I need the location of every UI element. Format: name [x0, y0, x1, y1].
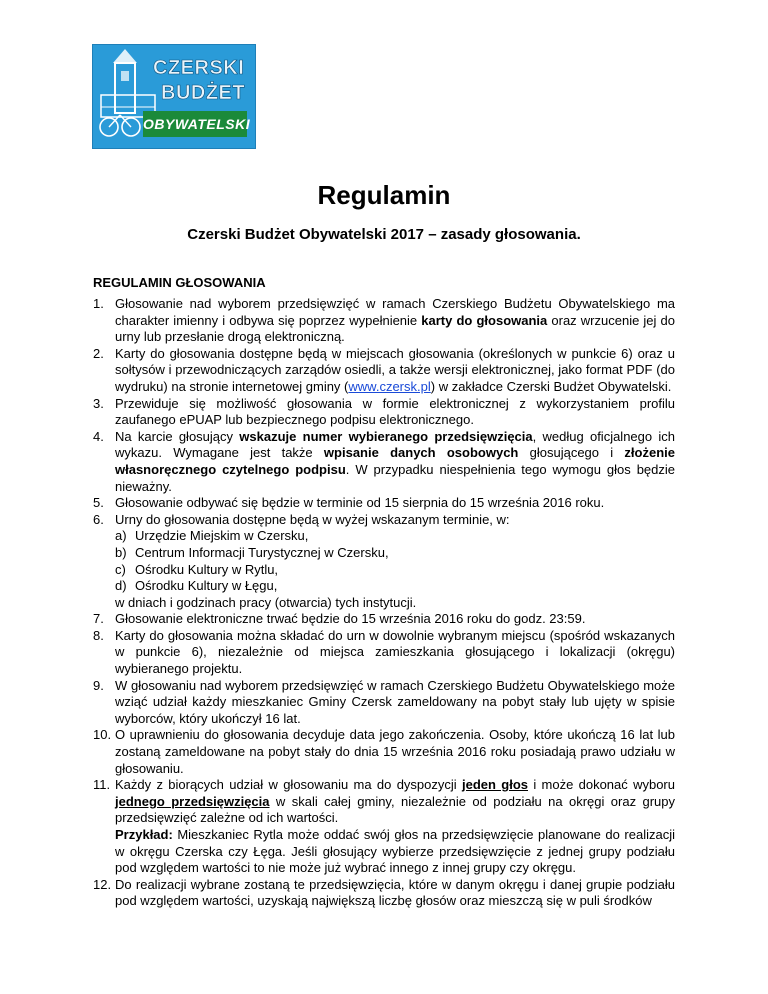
rule-number: 8.	[93, 627, 104, 643]
polling-place-item	[115, 545, 675, 562]
rule-item-3	[93, 396, 675, 429]
rule-bold-text: wpisanie danych osobowych	[323, 445, 519, 461]
rule-number: 12.	[93, 876, 112, 892]
rule-number: 9.	[93, 677, 104, 693]
polling-place-item	[115, 578, 675, 595]
rule-text: O uprawnieniu do głosowania decyduje data jego zakończenia. Osoby, które ukończą 16 lat lub zostaną zameldowane na pobyt stały do dnia 15 września 2016 roku posiadają prawo udziału w głosowaniu.	[115, 727, 675, 776]
rule-bold-text: złożenie własnoręcznego czytelnego podpisu	[115, 445, 675, 477]
example-label: Przykład:	[115, 827, 173, 842]
polling-place-item	[115, 528, 675, 545]
page-title: Regulamin	[317, 180, 451, 210]
rule-number: 3.	[93, 395, 104, 411]
rules-list	[93, 296, 675, 910]
rule-text: Głosowanie elektroniczne trwać będzie do 15 września 2016 roku do godz. 23:59.	[115, 611, 586, 627]
item-letter: a)	[115, 528, 127, 544]
rule-text: w dniach i godzinach pracy (otwarcia) tych instytucji.	[115, 594, 417, 610]
polling-place-item	[115, 562, 675, 579]
item-letter: d)	[115, 578, 127, 594]
rule-text: W głosowaniu nad wyborem przedsięwzięć w ramach Czerskiego Budżetu Obywatelskiego może wziąć udział każdy mieszkaniec Gminy Czersk zameldowany na pobyt stały lub ujęty w spisie wyborców, który ukończył 16 lat.	[115, 677, 675, 726]
rule-text: , według oficjalnego ich wykazu. Wymagane jest także	[115, 428, 675, 461]
rule-bold-underlined-text: jednego przedsięwzięcia	[115, 793, 270, 809]
rule-item-9	[93, 678, 675, 728]
rule-number: 11.	[93, 777, 111, 793]
rule-bold-underlined-text: jeden głos	[462, 777, 528, 793]
logo-text-czerski: CZERSKI	[153, 57, 245, 79]
rule-text: Każdy z biorących udział w głosowaniu ma do dyspozycji	[115, 777, 462, 793]
rule-text: . W przypadku niespełnienia tego wymogu głos będzie nieważny.	[115, 461, 676, 494]
item-letter: c)	[115, 561, 126, 577]
rule-number: 7.	[93, 611, 104, 627]
rule-text: i może dokonać wyboru	[528, 777, 675, 793]
rule-number: 10.	[93, 727, 112, 743]
rule-text: Przewiduje się możliwość głosowania w formie elektronicznej z wykorzystaniem profilu zaufanego ePUAP lub bezpiecznego podpisu elektronicznego.	[115, 395, 675, 428]
rule-text: Głosowanie odbywać się będzie w terminie od 15 sierpnia do 15 września 2016 roku.	[115, 495, 605, 511]
czersk-website-link[interactable]: www.czersk.pl	[348, 378, 431, 394]
rule-item-2	[93, 346, 675, 396]
rule-item-10	[93, 727, 675, 777]
rule-item-8	[93, 628, 675, 678]
polling-places-list	[115, 528, 675, 594]
item-text: Ośrodku Kultury w Łęgu,	[135, 578, 278, 594]
item-text: Urzędzie Miejskim w Czersku,	[135, 528, 309, 544]
example-text: Mieszkaniec Rytla może oddać swój głos na przedsięwzięcie planowane do realizacji w okręgu Czerska czy Łęga. Jeśli głosujący wybierze przedsięwzięcie z jednej grupy podziału pod względem wartości to nie może już wybrać innego z innej grupy czy okręgu.	[115, 827, 675, 876]
rule-text: w skali całej gminy, niezależnie od podziału na okręgi oraz grupy przedsięwzięć zależne od ich wartości.	[115, 793, 676, 826]
rule-text: Głosowanie nad wyborem przedsięwzięć w ramach Czerskiego Budżetu Obywatelskiego ma charakter imienny i odbywa się poprzez wypełnienie	[115, 296, 675, 328]
item-text: Centrum Informacji Turystycznej w Czersku,	[135, 544, 389, 560]
rule-number: 5.	[93, 495, 104, 511]
rule-number: 4.	[93, 428, 104, 444]
rule-item-4	[93, 429, 675, 495]
logo-text-budzet: BUDŻET	[161, 82, 246, 104]
item-text: Ośrodku Kultury w Rytlu,	[135, 561, 279, 577]
rule-text: Urny do głosowania dostępne będą w wyżej wskazanym terminie, w:	[115, 511, 510, 527]
rule-item-11	[93, 777, 675, 877]
rule-number: 2.	[93, 345, 104, 361]
rule-item-1	[93, 296, 675, 346]
rule-text: oraz wrzucenie jej do urny lub przesłanie drogą elektroniczną.	[115, 312, 675, 345]
rule-item-6	[93, 512, 675, 612]
rule-text: Na karcie głosujący	[115, 428, 240, 444]
rule-item-5	[93, 495, 675, 512]
rule-text: ) w zakładce Czerski Budżet Obywatelski.	[430, 378, 672, 394]
rule-text: Karty do głosowania można składać do urn w dowolnie wybranym miejscu (spośród wskazanych w punkcie 6), niezależnie od miejsca zamieszkania głosującego i lokalizacji (okręgu) wybieranego projektu.	[115, 627, 675, 677]
item-letter: b)	[115, 544, 127, 560]
rule-number: 1.	[93, 296, 104, 311]
rule-item-12	[93, 877, 675, 910]
rule-item-7	[93, 611, 675, 628]
rule-text: głosującego i	[518, 445, 625, 461]
logo-text-obywatelski: OBYWATELSKI	[143, 111, 247, 137]
rule-number: 6.	[93, 511, 104, 527]
rule-text: Karty do głosowania dostępne będą w miejscach głosowania (określonych w punkcie 6) oraz u sołtysów i przewodniczących zarządów osiedli, a także wersji elektronicznej, jako format PDF (do wydruku) na stronie internetowej gminy (	[115, 345, 675, 394]
rule-text: Do realizacji wybrane zostaną te przedsięwzięcia, które w danym okręgu i danej grupie podziału pod względem wartości, uzyskają największą liczbę głosów oraz mieszczą się w puli środków	[115, 876, 675, 909]
czerski-budzet-logo	[92, 44, 256, 149]
rule-bold-text: karty do głosowania	[421, 312, 548, 328]
rule-bold-text: wskazuje numer wybieranego przedsięwzięcia	[239, 428, 533, 444]
section-heading: REGULAMIN GŁOSOWANIA	[93, 275, 266, 290]
page-subtitle: Czerski Budżet Obywatelski 2017 – zasady głosowania.	[187, 226, 581, 243]
